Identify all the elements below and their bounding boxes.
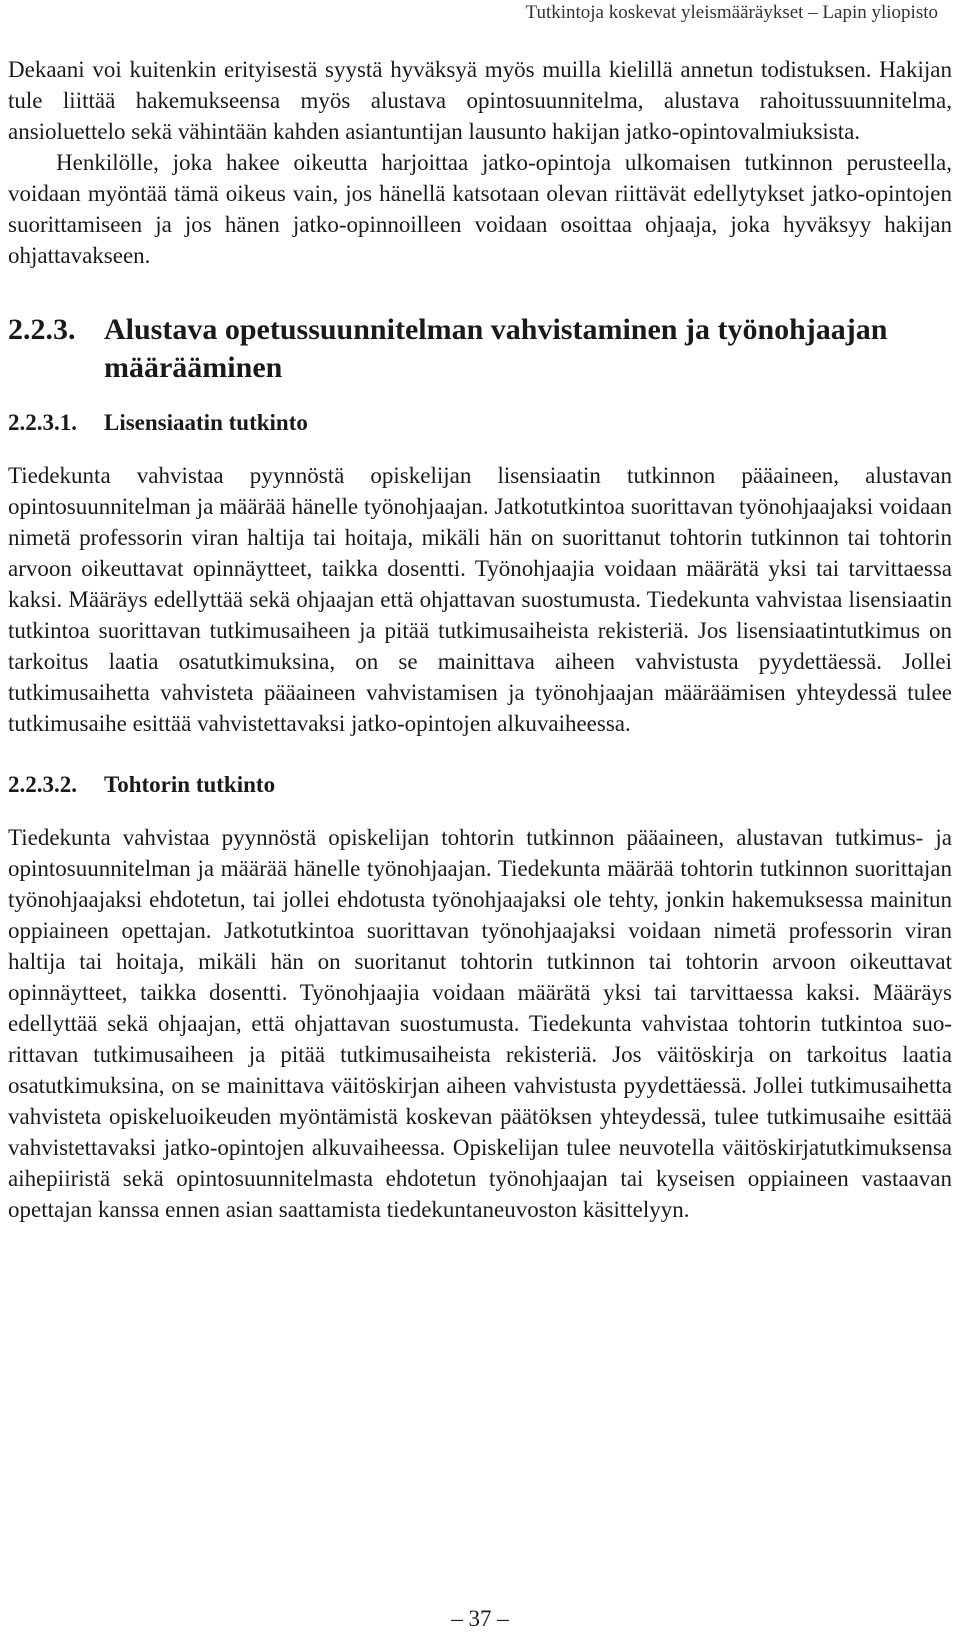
intro-paragraph-2: Henkilölle, joka hakee oikeutta harjoittaa jatko-opintoja ulkomaisen tutkinnon perusteella, voidaan myöntää tämä oikeus vain, jos hänellä katsotaan olevan riittävät edellytykset jatko-opintojen suorittamiseen ja jos hänen jatko-opinnoilleen voidaan osoittaa ohjaaja, joka hyväksyy hakijan ohjattavakseen. <box>8 150 952 268</box>
subsection-text-licentiate: Tiedekunta vahvistaa pyynnöstä opiskelijan lisensiaatin tutkinnon pääaineen, alustavan opintosuunnitelman ja määrää hänelle työnohjaajan. Jatkotutkintoa suorittavan työnohjaajaksi voidaan nimetä professorin viran haltija tai hoitaja, mikäli hän on suorittanut tohtorin tutkinnon tai tohtorin arvoon oikeuttavat opinnäytteet, taikka dosentti. Työnohjaajia voidaan määrätä yksi tai tarvittaessa kaksi. Määräys edellyttää sekä ohjaajan että ohjattavan suostumusta. Tiedekunta vahvistaa lisensiaatin tutkintoa suorittavan tutkimusaiheen ja pitää tutkimusaiheista rekisteriä. Jos lisensiaatintutkimus on tarkoitus laatia osatutkimuksina, on se mainittava aiheen vahvistusta pyydettäessä. Jollei tutkimusaihetta vahvisteta pääaineen vahvistamisen ja työnohjaajan määräämisen yhteydessä tulee tutkimusaihe esittää vahvistettavaksi jatko-opintojen alkuvaiheessa. <box>8 463 952 736</box>
subsection-text-doctorate: Tiedekunta vahvistaa pyynnöstä opiskelijan tohtorin tutkinnon pääaineen, alustavan tutkimus- ja opintosuunnitelman ja määrää hänelle työnohjaajan. Tiedekunta määrää tohtorin tutkinnon suorittajan työnohjaajaksi ehdotetun, tai jollei ehdotusta työnohjaajaksi ole tehty, jonkin hakemuksessa mainitun oppiaineen opettajan. Jatkotutkintoa suorittavan työnohjaajaksi voidaan nimetä professorin viran haltija tai hoitaja, mikäli hän on suoritanut tohtorin tutkinnon tai tohtorin arvoon oikeuttavat opinnäytteet, taikka dosentti. Työnohjaajia voidaan määrätä yksi tai tarvittaessa kaksi. Määräys edellyttää sekä ohjaajan, että ohjattavan suostumusta. Tiedekunta vahvistaa tohtorin tutkintoa suorittavan tutkimusaiheen ja pitää tutkimusaiheista rekisteriä. Jos väitöskirja on tarkoitus laatia osatutkimuksina, on se mainittava väitöskirjan aiheen vahvistusta pyydettäessä. Jollei tutkimusaihetta vahvisteta opiskeluoikeuden myöntämistä koskevan päätöksen yhteydessä, tulee tutkimusaihe esittää vahvistettavaksi jatko-opintojen alkuvaiheessa. Opiskelijan tulee neuvotella väitöskirjatutkimuksensa aihepiiristä sekä opintosuunnitelmasta ehdotetun työnohjaajan tai kyseisen oppiaineen vastaavan opettajan kanssa ennen asian saattamista tiedekuntaneuvoston käsittelyyn. <box>8 825 952 1222</box>
subsection-number-licentiate: 2.2.3.1. <box>8 410 77 435</box>
document-page <box>8 54 952 1225</box>
intro-paragraph-1: Dekaani voi kuitenkin erityisestä syystä hyväksyä myös muilla kielillä annetun todistuksen. Hakijan tule liittää hakemukseensa myös alustava opintosuunnitelma, alustava rahoitussuunnitelma, ansioluettelo sekä vähintään kahden asiantuntijan lausunto hakijan jatko-opintovalmiuksista. <box>8 57 952 144</box>
subsection-title-doctorate: Tohtorin tutkinto <box>104 772 276 797</box>
section-number: 2.2.3. <box>8 313 76 346</box>
page-number: – 37 – <box>451 1606 509 1631</box>
subsection-number-doctorate: 2.2.3.2. <box>8 772 77 797</box>
section-heading <box>8 311 952 387</box>
subsection-heading-licentiate <box>8 407 952 438</box>
section-title: Alustava opetussuunnitelman vahvistaminen ja työnohjaajan määrääminen <box>104 313 888 384</box>
subsection-title-licentiate: Lisensiaatin tutkinto <box>104 410 308 435</box>
running-header <box>8 0 938 26</box>
subsection-heading-doctorate <box>8 769 952 800</box>
running-header-title: Tutkintoja koskevat yleismääräykset – Lapin yliopisto <box>525 2 938 23</box>
